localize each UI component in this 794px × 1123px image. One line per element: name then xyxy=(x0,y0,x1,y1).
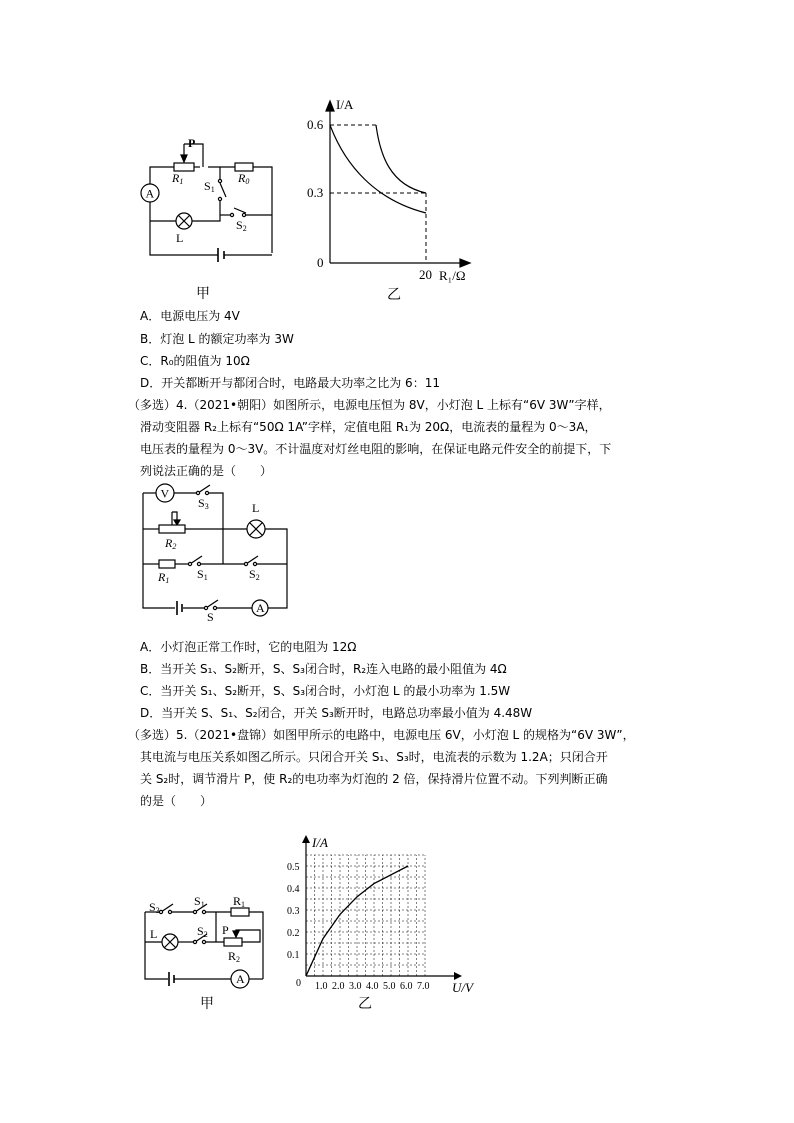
battery xyxy=(169,972,174,986)
y-tick-03: 0.3 xyxy=(307,185,324,200)
y-axis-label: I/A xyxy=(312,835,328,850)
y-tick-label: 0.1 xyxy=(287,950,300,961)
resistor-r2 xyxy=(159,525,185,533)
r1-label: R1 xyxy=(172,171,184,186)
lamp-label: L xyxy=(252,501,260,515)
x-axis-label: R₁/Ω xyxy=(439,268,466,283)
q5-stem-line-2: 其电流与电压关系如图乙所示。只闭合开关 S₁、S₃时，电流表的示数为 1.2A；只闭合开 xyxy=(140,750,608,764)
r2-label: R2 xyxy=(228,949,241,964)
x-tick-label: 5.0 xyxy=(383,981,396,992)
x-tick-label: 4.0 xyxy=(366,981,379,992)
s2-label: S2 xyxy=(197,924,208,939)
ammeter-label: A xyxy=(145,186,155,201)
caption-jia-1: 甲 xyxy=(196,286,210,302)
curve-upper xyxy=(376,125,426,193)
r0-label: R0 xyxy=(238,171,250,186)
battery xyxy=(177,601,182,615)
s-label: S xyxy=(207,610,214,624)
q4-stem-line-1: （多选）4.（2021•朝阳）如图所示，电源电压恒为 8V，小灯泡 L 上标有“6V 3W”字样， xyxy=(128,398,611,412)
q3-option-d: D．开关都断开与都闭合时，电路最大功率之比为 6：11 xyxy=(140,376,440,390)
q4-stem-line-3: 电压表的量程为 0～3V。不计温度对灯丝电阻的影响，在保证电路元件安全的前提下，下 xyxy=(140,442,612,456)
s3-label: S3 xyxy=(149,900,160,915)
y-tick-label: 0.3 xyxy=(287,906,300,917)
q3-option-b: B．灯泡 L 的额定功率为 3W xyxy=(140,332,294,346)
resistor-r1 xyxy=(159,560,175,568)
s2-label: S2 xyxy=(249,567,260,582)
circuit-diagram-q4 xyxy=(135,480,295,624)
x-axis-arrow xyxy=(454,972,462,980)
q4-stem-line-4: 列说法正确的是（ ） xyxy=(140,464,273,478)
circuit-diagram-jia-2 xyxy=(138,890,278,990)
caption-jia-2: 甲 xyxy=(200,996,214,1012)
s2-label: S2 xyxy=(236,218,247,233)
y-tick-label: 0.4 xyxy=(287,884,300,895)
ammeter-label: A xyxy=(236,972,245,986)
resistor-r0 xyxy=(235,163,253,171)
origin-label: 0 xyxy=(317,255,324,270)
r1-label: R1 xyxy=(158,570,170,585)
q5-stem-line-4: 的是（ ） xyxy=(140,794,213,808)
q4-option-b: B．当开关 S₁、S₂断开，S、S₃闭合时，R₂连入电路的最小阻值为 4Ω xyxy=(140,662,507,676)
r2-label: R2 xyxy=(165,536,177,551)
s3-label: S3 xyxy=(198,496,209,511)
circuit-diagram-jia-1 xyxy=(130,135,290,265)
y-tick-label: 0.5 xyxy=(287,862,300,873)
q4-option-d: D．当开关 S、S₁、S₂闭合，开关 S₃断开时，电路总功率最小值为 4.48W xyxy=(140,706,533,720)
resistor-r2 xyxy=(224,938,242,946)
q4-stem-line-2: 滑动变阻器 R₂上标有“50Ω 1A”字样，定值电阻 R₁为 20Ω，电流表的量程为 0～3A， xyxy=(140,420,597,434)
x-tick-label: 1.0 xyxy=(315,981,328,992)
q4-option-a: A．小灯泡正常工作时，它的电阻为 12Ω xyxy=(140,640,357,654)
q5-stem-line-3: 关 S₂时，调节滑片 P，使 R₂的电功率为灯泡的 2 倍，保持滑片位置不动。下列判断正确 xyxy=(140,772,608,786)
y-tick-label: 0.2 xyxy=(287,928,300,939)
s1-label: S1 xyxy=(194,894,205,909)
x-axis-label: U/V xyxy=(452,980,473,995)
q3-option-a: A．电源电压为 4V xyxy=(140,309,240,323)
x-tick-label: 3.0 xyxy=(349,981,362,992)
lamp-label: L xyxy=(176,231,184,245)
battery xyxy=(218,248,224,262)
s1-label: S1 xyxy=(204,179,215,194)
slider-label-p: P xyxy=(188,136,196,150)
x-tick-20: 20 xyxy=(419,267,432,282)
y-axis-arrow xyxy=(302,835,310,843)
slider-label-p: P xyxy=(222,923,229,937)
caption-yi-1: 乙 xyxy=(387,287,401,303)
resistor-r1 xyxy=(174,163,194,171)
origin-label: 0 xyxy=(296,978,301,989)
q4-option-c: C．当开关 S₁、S₂断开，S、S₃闭合时，小灯泡 L 的最小功率为 1.5W xyxy=(140,684,511,698)
iu-chart xyxy=(270,820,480,1000)
lamp-label: L xyxy=(150,927,158,941)
x-tick-label: 7.0 xyxy=(417,981,430,992)
caption-yi-2: 乙 xyxy=(358,996,372,1012)
q3-option-c: C．R₀的阻值为 10Ω xyxy=(140,354,250,368)
r1-label: R1 xyxy=(233,894,246,909)
x-tick-label: 6.0 xyxy=(400,981,413,992)
graph-i-vs-r1 xyxy=(300,95,490,295)
voltmeter-label: V xyxy=(160,486,170,501)
y-axis-label: I/A xyxy=(336,97,354,112)
s1-label: S1 xyxy=(197,567,208,582)
ammeter-label: A xyxy=(256,601,265,615)
y-tick-06: 0.6 xyxy=(307,117,324,132)
x-tick-label: 2.0 xyxy=(332,981,345,992)
q5-stem-line-1: （多选）5.（2021•盘锦）如图甲所示的电路中，电源电压 6V，小灯泡 L 的规格为“6V 3W”， xyxy=(128,728,635,742)
resistor-r1 xyxy=(231,908,249,916)
